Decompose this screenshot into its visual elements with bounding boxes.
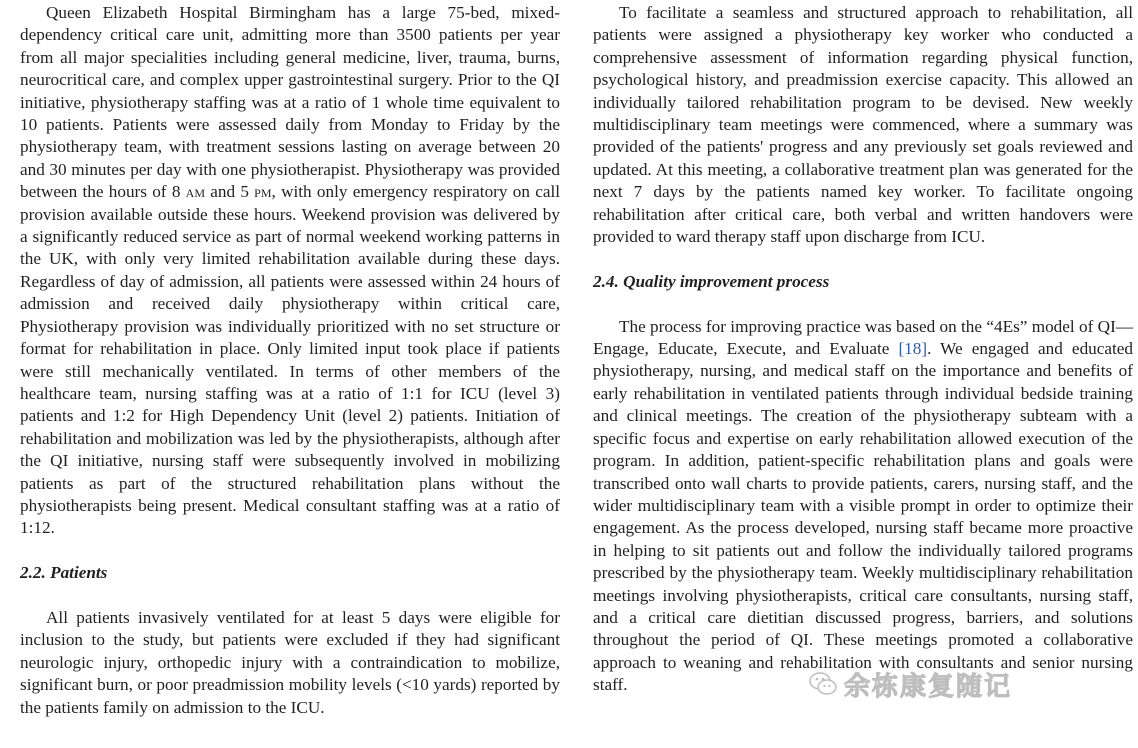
reference-link-18[interactable]: [18] bbox=[898, 339, 928, 359]
key-worker-paragraph: To facilitate a seamless and structured approach to rehabilitation, all patients were assigned a physiotherapy key worker who conducted a comprehensive assessment of information regarding physical function, psychological history, and preadmission exercise capacity. This allowed an individually tailored rehabilitation program to be devised. New weekly multidisciplinary team meetings were commenced, where a summary was provided of the patients' progress and any previously set goals reviewed and updated. At this meeting, a collaborative treatment plan was generated for the next 7 days by the patients named key worker. To facilitate ongoing rehabilitation after critical care, both verbal and written handovers were provided to ward therapy staff upon discharge from ICU. bbox=[593, 3, 1133, 247]
left-column bbox=[20, 2, 560, 719]
time-5pm: 5 pm bbox=[240, 182, 272, 202]
section-heading-quality-improvement: 2.4. Quality improvement process bbox=[593, 271, 830, 291]
patients-eligibility-paragraph: All patients invasively ventilated for at least 5 days were eligible for inclusion to the study, but patients were excluded if they had significant neurologic injury, orthopedic injury with a contraindication to mobilize, significant burn, or poor preadmission mobility levels (<10 yards) reported by the patients family on admission to the ICU. bbox=[20, 607, 560, 717]
time-8am: 8 am bbox=[171, 182, 205, 202]
section-heading-patients: 2.2. Patients bbox=[20, 563, 108, 583]
watermark-text: 余栋康复随记 bbox=[844, 671, 1013, 702]
right-column bbox=[593, 2, 1133, 697]
qi-process-paragraph: The process for improving practice was based on the “4Es” model of QI—Engage, Educate, Execute, and Evaluate [18]. We engaged and educated physiotherapy, nursing, and medical staff on the importance and benefits of early rehabilitation in ventilated patients through individual bedside training and clinical meetings. The creation of the physiotherapy subteam with a specific focus and expertise on early rehabilitation allowed execution of the program. In addition, patient-specific rehabilitation plans and goals were transcribed onto wall charts to provide patients, carers, nursing staff, and the wider multidisciplinary team with a visible prompt in order to optimize their engagement. As the process developed, nursing staff became more proactive in helping to sit patients out and follow the individually tailored programs prescribed by the physiotherapy team. Weekly multidisciplinary rehabilitation meetings involving physiotherapists, critical care consultants, nursing staff, and a critical care dietitian discussed progress, barriers, and solutions throughout the period of QI. These meetings promoted a collaborative approach to weaning and rehabilitation with consultants and senior nursing staff. bbox=[593, 316, 1134, 695]
hospital-setting-paragraph: Queen Elizabeth Hospital Birmingham has a large 75-bed, mixed-dependency critical care unit, admitting more than 3500 patients per year from all major specialities including general medicine, liver, trauma, burns, neurocritical care, and complex upper gastrointestinal surgery. Prior to the QI initiative, physiotherapy staffing was at a ratio of 1 whole time equivalent to 10 patients. Patients were assessed daily from Monday to Friday by the physiotherapy team, with treatment sessions lasting on average between 20 and 30 minutes per day with one physiotherapist. Physiotherapy was provided between the hours of 8 am and 5 pm, with only emergency respiratory on call provision available outside these hours. Weekend provision was delivered by a significantly reduced service as part of normal weekend working patterns in the UK, with only very limited rehabilitation available during these days. Regardless of day of admission, all patients were assessed within 24 hours of admission and received daily physiotherapy within critical care, Physiotherapy provision was individually prioritized with no set structure or format for rehabilitation in place. Only limited input took place if patients were still mechanically ventilated. In terms of other members of the healthcare team, nursing staffing was at a ratio of 1:1 for ICU (level 3) patients and 1:2 for High Dependency Unit (level 2) patients. Initiation of rehabilitation and mobilization was led by the physiotherapists, although after the QI initiative, nursing staff were subsequently involved in mobilizing patients as part of the structured rehabilitation plans without the physiotherapists being present. Medical consultant staffing was at a ratio of 1:12. bbox=[20, 3, 560, 538]
